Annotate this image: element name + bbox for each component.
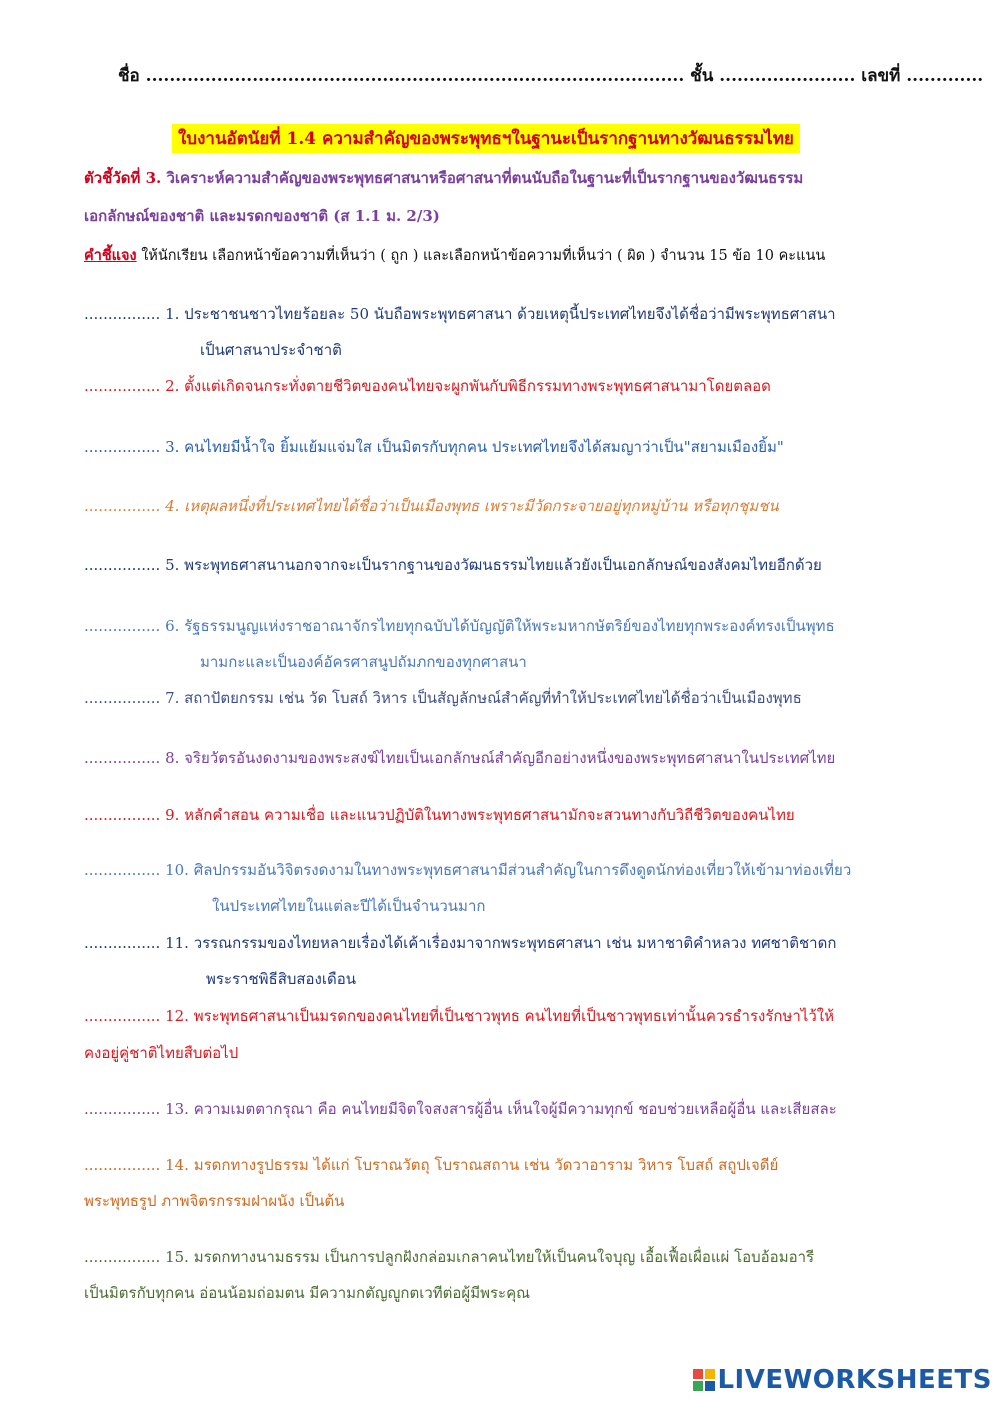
item-15-cont: เป็นมิตรกับทุกคน อ่อนน้อมถ่อมตน มีความกตัญญูกตเวทีต่อผู้มีพระคุณ [84,1284,531,1302]
item-text: 14. มรดกทางรูปธรรม ได้แก่ โบราณวัตถุ โบราณสถาน เช่น วัดวาอาราม วิหาร โบสถ์ สถูปเจดีย์ [160,1156,779,1174]
item-4 [84,494,779,518]
item-2 [84,374,771,398]
worksheet-title: ใบงานอัตนัยที่ 1.4 ความสำคัญของพระพุทธฯในฐานะเป็นรากฐานทางวัฒนธรรมไทย [172,124,800,153]
answer-blank[interactable]: ................ [84,806,161,824]
answer-blank[interactable]: ................ [84,934,161,952]
indicator-label: ตัวชี้วัดที่ 3. [84,169,162,187]
item-text: 9. หลักคำสอน ความเชื่อ และแนวปฏิบัติในทางพระพุทธศาสนามักจะสวนทางกับวิถีชีวิตของคนไทย [160,806,795,824]
answer-blank[interactable]: ................ [84,1156,161,1174]
answer-blank[interactable]: ................ [84,438,161,456]
item-text: 4. เหตุผลหนึ่งที่ประเทศไทยได้ชื่อว่าเป็นเมืองพุทธ เพราะมีวัดกระจายอยู่ทุกหมู่บ้าน หรือทุกชุมชน [160,497,779,515]
answer-blank[interactable]: ................ [84,1248,161,1266]
item-6 [84,614,835,638]
answer-blank[interactable]: ................ [84,861,161,879]
answer-blank[interactable]: ................ [84,1100,161,1118]
item-5 [84,553,822,577]
item-text: 1. ประชาชนชาวไทยร้อยละ 50 นับถือพระพุทธศาสนา ด้วยเหตุนี้ประเทศไทยจึงได้ชื่อว่ามีพระพุทธศาสนา [160,305,836,323]
item-1-cont: เป็นศาสนาประจำชาติ [200,341,342,359]
logo-icon [693,1369,715,1391]
answer-blank[interactable]: ................ [84,497,161,515]
item-text: 2. ตั้งแต่เกิดจนกระทั่งตายชีวิตของคนไทยจะผูกพันกับพิธีกรรมทางพระพุทธศาสนามาโดยตลอด [160,377,771,395]
item-12 [84,1004,834,1028]
item-3 [84,435,784,459]
name-class-number-line: ชื่อ ........................................................................................... ชั้น ....................... เลขที่ ............. [118,66,984,86]
indicator-text-1: วิเคราะห์ความสำคัญของพระพุทธศาสนาหรือศาสนาที่ตนนับถือในฐานะที่เป็นรากฐานของวัฒนธรรม [161,169,804,187]
item-1 [84,302,836,326]
item-text: 8. จริยวัตรอันงดงามของพระสงฆ์ไทยเป็นเอกลักษณ์สำคัญอีกอย่างหนึ่งของพระพุทธศาสนาในประเทศไทย [160,749,836,767]
item-12-cont: คงอยู่คู่ชาติไทยสืบต่อไป [84,1044,239,1062]
item-text: 12. พระพุทธศาสนาเป็นมรดกของคนไทยที่เป็นชาวพุทธ คนไทยที่เป็นชาวพุทธเท่านั้นควรธำรงรักษาไว้ให้ [160,1007,834,1025]
liveworksheets-logo [693,1365,992,1395]
answer-blank[interactable]: ................ [84,1007,161,1025]
item-6-cont: มามกะและเป็นองค์อัครศาสนูปถัมภกของทุกศาสนา [200,653,527,671]
answer-blank[interactable]: ................ [84,305,161,323]
instruction-text: ให้นักเรียน เลือกหน้าข้อความที่เห็นว่า ( ถูก ) และเลือกหน้าข้อความที่เห็นว่า ( ผิด ) จำนวน 15 ข้อ 10 คะแนน [136,248,826,264]
item-13 [84,1097,837,1121]
indicator-line-1 [84,166,803,190]
item-7 [84,686,802,710]
answer-blank[interactable]: ................ [84,377,161,395]
item-10-cont: ในประเทศไทยในแต่ละปีได้เป็นจำนวนมาก [212,897,486,915]
item-15 [84,1245,814,1269]
answer-blank[interactable]: ................ [84,749,161,767]
item-text: 15. มรดกทางนามธรรม เป็นการปลูกฝังกล่อมเกลาคนไทยให้เป็นคนใจบุญ เอื้อเฟื้อเผื่อแผ่ โอบอ้อมอารี [160,1248,815,1266]
item-text: 7. สถาปัตยกรรม เช่น วัด โบสถ์ วิหาร เป็นสัญลักษณ์สำคัญที่ทำให้ประเทศไทยได้ชื่อว่าเป็นเมืองพุทธ [160,689,802,707]
item-10 [84,858,851,882]
indicator-line-2 [84,204,440,228]
item-8 [84,746,835,770]
item-text: 10. ศิลปกรรมอันวิจิตรงดงามในทางพระพุทธศาสนามีส่วนสำคัญในการดึงดูดนักท่องเที่ยวให้เข้ามาท่องเที่ยว [160,861,852,879]
answer-blank[interactable]: ................ [84,617,161,635]
item-text: 3. คนไทยมีน้ำใจ ยิ้มแย้มแจ่มใส เป็นมิตรกับทุกคน ประเทศไทยจึงได้สมญาว่าเป็น"สยามเมืองยิ้ม" [160,438,784,456]
item-text: 6. รัฐธรรมนูญแห่งราชอาณาจักรไทยทุกฉบับได้บัญญัติให้พระมหากษัตริย์ของไทยทุกพระองค์ทรงเป็นพุทธ [160,617,835,635]
item-11 [84,931,836,955]
item-text: 5. พระพุทธศาสนานอกจากจะเป็นรากฐานของวัฒนธรรมไทยแล้วยังเป็นเอกลักษณ์ของสังคมไทยอีกด้วย [160,556,822,574]
item-text: 13. ความเมตตากรุณา คือ คนไทยมีจิตใจสงสารผู้อื่น เห็นใจผู้มีความทุกข์ ชอบช่วยเหลือผู้อื่น และเสียสละ [160,1100,837,1118]
answer-blank[interactable]: ................ [84,689,161,707]
indicator-text-2: เอกลักษณ์ของชาติ และมรดกของชาติ (ส 1.1 ม. 2/3) [84,207,440,225]
instruction [84,244,825,267]
instruction-label: คำชี้แจง [84,247,137,264]
answer-blank[interactable]: ................ [84,556,161,574]
item-14 [84,1153,778,1177]
item-11-cont: พระราชพิธีสิบสองเดือน [206,970,356,988]
item-text: 11. วรรณกรรมของไทยหลายเรื่องได้เค้าเรื่องมาจากพระพุทธศาสนา เช่น มหาชาติคำหลวง ทศชาติชาดก [160,934,837,952]
item-9 [84,803,795,827]
item-14-cont: พระพุทธรูป ภาพจิตรกรรมฝาผนัง เป็นต้น [84,1192,345,1210]
brand-name: LIVEWORKSHEETS [717,1365,992,1395]
